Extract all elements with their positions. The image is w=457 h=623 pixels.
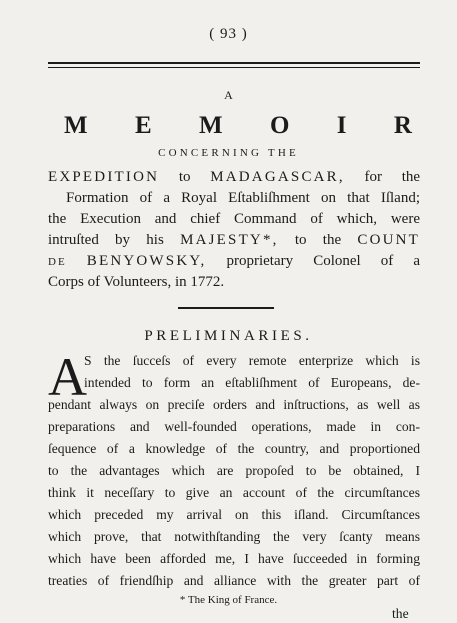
title-proprietary: proprietary Colonel of a <box>226 253 420 269</box>
title-count: COUNT <box>357 232 421 248</box>
title-letter: M <box>64 112 88 139</box>
title-for-the: for the <box>364 169 421 185</box>
title-line-1 <box>48 167 420 188</box>
page-number: ( 93 ) <box>209 26 248 42</box>
title-line-6: Corps of Volunteers, in 1772. <box>48 274 225 290</box>
title-majesty: MAJESTY*, <box>180 232 279 248</box>
body-line: think it neceſſary to give an account of the circumſtances <box>48 485 420 500</box>
section-divider <box>178 307 274 309</box>
title-entrusted: intruſted by his <box>48 232 164 248</box>
title-line-4 <box>48 230 420 251</box>
title-to: to <box>178 169 191 185</box>
footnote: * The King of France. <box>179 594 278 606</box>
title-letter: R <box>393 112 412 139</box>
body-line: intended to form an eſtabliſhment of Europeans, de- <box>84 375 420 390</box>
title-letter: O <box>269 112 290 139</box>
title-expedition: EXPEDITION <box>48 169 160 185</box>
header-rule-thick <box>48 62 420 64</box>
drop-cap: A <box>48 347 87 407</box>
body-line: which have been afforded me, I have ſucceeded in forming <box>48 551 420 566</box>
body-line: which prove, that notwithſtanding the very ſcanty means <box>48 529 420 544</box>
body-line: which preceded my arrival on this iſland. Circumſtances <box>48 507 420 522</box>
title-letter: M <box>199 112 223 139</box>
title-de: DE <box>48 256 67 268</box>
body-line: pendant always on preciſe orders and inſtructions, as well as <box>48 397 420 412</box>
title-benyowsky: BENYOWSKY, <box>86 253 207 269</box>
heading-title <box>64 112 412 140</box>
header-rule-thin <box>48 67 420 68</box>
title-to-the: to the <box>294 232 342 248</box>
title-line-5 <box>48 251 420 273</box>
title-madagascar: MADAGASCAR, <box>210 169 345 185</box>
heading-kicker: A <box>224 88 233 102</box>
catchword: the <box>392 606 409 621</box>
heading-subtitle: CONCERNING THE <box>158 147 299 159</box>
body-line: ſequence of a knowledge of the country, and proportioned <box>48 441 420 456</box>
body-line: treaties of friendſhip and alliance with the greater part of <box>48 573 420 588</box>
body-line: S the ſucceſs of every remote enterprize which is <box>84 353 420 368</box>
body-line: preparations and well-founded operations, made in con- <box>48 419 420 434</box>
section-title: PRELIMINARIES. <box>144 328 313 344</box>
title-line-3: the Execution and chief Command of which, were <box>48 211 420 227</box>
title-letter: I <box>336 112 347 139</box>
title-letter: E <box>134 112 152 139</box>
title-line-2: Formation of a Royal Eſtabliſhment on that Iſland; <box>66 190 420 206</box>
body-line: to the advantages which are propoſed to be obtained, I <box>48 463 420 478</box>
